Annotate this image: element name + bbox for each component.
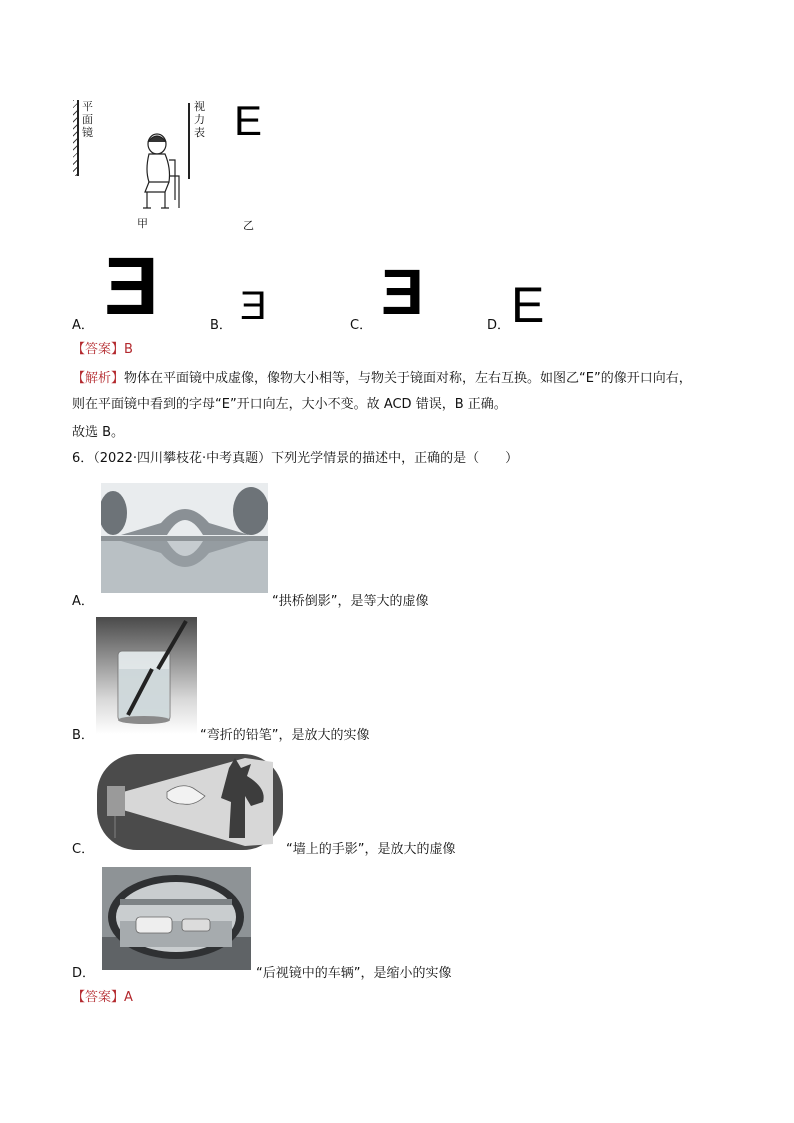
q6-option-c-caption: “墙上的手影”，是放大的虚像 [286, 842, 456, 857]
q6-option-a-caption: “拱桥倒影”，是等大的虚像 [272, 594, 429, 609]
q5-answer [72, 341, 133, 359]
q5-option-a-glyph: E [104, 241, 159, 332]
q5-analysis-line1: 【解析】物体在平面镜中成虚像，像物大小相等，与物关于镜面对称，左右互换。如图乙“E”的像开口向右， [72, 371, 692, 386]
q6-option-c-letter: C． [72, 842, 95, 857]
q6-option-a-letter: A． [72, 594, 94, 609]
q5-option-b-glyph: E [240, 284, 267, 328]
q6-option-b-caption: “弯折的铅笔”，是放大的实像 [200, 728, 370, 743]
rearview-mirror-photo [102, 867, 251, 970]
q5-option-c-letter: C． [350, 318, 373, 333]
answer-value: A [124, 990, 133, 1005]
q5-option-d-glyph: E [511, 277, 545, 333]
bridge-reflection-photo [101, 483, 268, 593]
analysis-tag: 【解析】 [72, 371, 125, 386]
q6-answer [72, 989, 133, 1007]
label-jia: 甲 [137, 217, 148, 230]
q5-analysis-line3: 故选 B。 [72, 425, 125, 440]
q6-stem: 6．（2022·四川攀枝花·中考真题）下列光学情景的描述中，正确的是（ ） [72, 451, 519, 466]
label-yi: 乙 [243, 219, 254, 232]
answer-value: B [124, 342, 133, 357]
q6-option-d-letter: D． [72, 966, 96, 981]
chart-letter: E [234, 97, 263, 144]
q6-option-b-letter: B． [72, 728, 94, 743]
seated-person-illustration [135, 130, 183, 212]
q6-option-d-caption: “后视镜中的车辆”，是缩小的实像 [256, 966, 452, 981]
answer-tag: 【答案】 [72, 990, 125, 1005]
q5-option-a-letter: A． [72, 318, 94, 333]
q5-option-d-letter: D． [487, 318, 511, 333]
chart-label: 视力表 [194, 100, 205, 139]
q5-option-b-letter: B． [210, 318, 232, 333]
hand-shadow-photo [95, 752, 285, 852]
bent-pencil-photo [96, 617, 197, 734]
plane-mirror [77, 100, 79, 176]
q5-analysis-line2: 则在平面镜中看到的字母“E”开口向左，大小不变。故 ACD 错误，B 正确。 [72, 397, 507, 412]
eye-chart-board [188, 103, 190, 179]
mirror-label: 平面镜 [82, 100, 93, 139]
answer-tag: 【答案】 [72, 342, 125, 357]
q5-option-c-glyph: E [381, 256, 424, 328]
